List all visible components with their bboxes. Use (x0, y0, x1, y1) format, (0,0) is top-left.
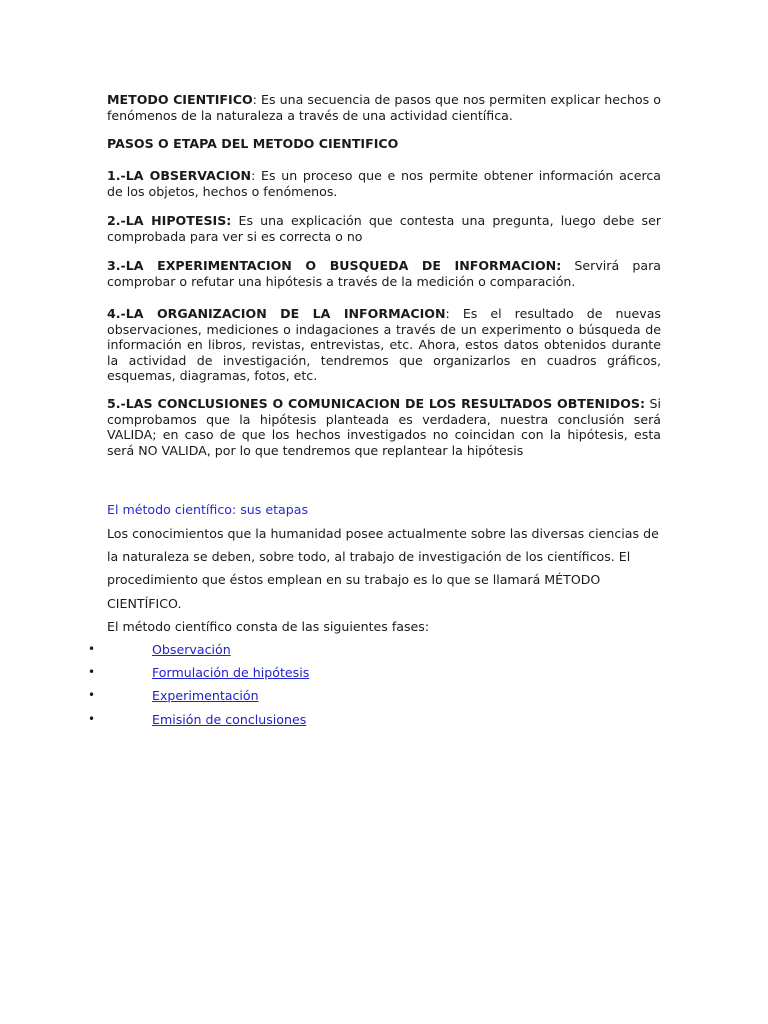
step-3 (107, 258, 661, 289)
step-term: 3.-LA EXPERIMENTACION O BUSQUEDA DE INFORMACION: (107, 258, 562, 273)
step-term: 4.-LA ORGANIZACION DE LA INFORMACION (107, 306, 446, 321)
step-term: 1.-LA OBSERVACION (107, 168, 252, 183)
step-4 (107, 306, 661, 384)
step-text: : Es un proceso que e nos permite obtener información acerca de los objetos, hechos o fenómenos. (107, 168, 662, 199)
intro-text: : Es una secuencia de pasos que nos permiten explicar hechos o fenómenos de la naturaleza a través de una actividad científica. (107, 92, 661, 123)
intro-term: METODO CIENTIFICO (107, 92, 253, 107)
phase-link-observacion[interactable]: Observación (152, 642, 231, 657)
step-2 (107, 213, 661, 244)
phase-link-experimentacion[interactable]: Experimentación (152, 688, 259, 704)
step-text: Servirá para comprobar o refutar una hipótesis a través de la medición o comparación. (107, 258, 661, 289)
phases-intro: El método científico consta de las siguientes fases: (107, 619, 430, 634)
phase-link-formulacion[interactable]: Formulación de hipótesis (152, 665, 310, 681)
bullet-icon: • (88, 688, 96, 703)
step-term: 5.-LAS CONCLUSIONES O COMUNICACION DE LOS RESULTADOS OBTENIDOS: (107, 396, 646, 411)
bullet-icon: • (88, 665, 96, 680)
section-paragraph: Los conocimientos que la humanidad posee actualmente sobre las diversas ciencias de la naturaleza se deben, sobre todo, al trabajo de investigación de los científicos. El procedimiento que éstos emplean en su trabajo es lo que se llamará MÉTODO CIENTÍFICO. (107, 526, 659, 611)
bullet-icon: • (88, 642, 96, 656)
step-5 (107, 396, 661, 458)
step-text: : Es el resultado de nuevas observaciones, mediciones o indagaciones a través de un experimento o búsqueda de información en libros, revistas, entrevistas, etc. Ahora, estos datos obtenidos durante la actividad de investigación, tendremos que organizarlos en cuadros gráficos, esquemas, diagramas, fotos, etc. (107, 306, 661, 384)
list-item (0, 638, 768, 661)
step-term: 2.-LA HIPOTESIS: (107, 213, 232, 228)
list-item (0, 708, 768, 731)
list-item (0, 684, 768, 707)
section-title: El método científico: sus etapas (107, 502, 309, 517)
step-text: Si comprobamos que la hipótesis planteada es verdadera, nuestra conclusión será VALIDA; en caso de que los hechos investigados no coincidan con la hipótesis, esta será NO VALIDA, por lo que tendremos que replantear la hipótesis (107, 396, 662, 458)
bullet-icon: • (88, 711, 96, 726)
steps-heading: PASOS O ETAPA DEL METODO CIENTIFICO (107, 136, 399, 151)
list-item (0, 661, 768, 684)
phases-list (0, 638, 768, 731)
phase-link-emision[interactable]: Emisión de conclusiones (152, 711, 307, 727)
step-1 (107, 168, 661, 199)
step-text: Es una explicación que contesta una pregunta, luego debe ser comprobada para ver si es correcta o no (107, 213, 661, 244)
intro-paragraph (107, 92, 661, 123)
